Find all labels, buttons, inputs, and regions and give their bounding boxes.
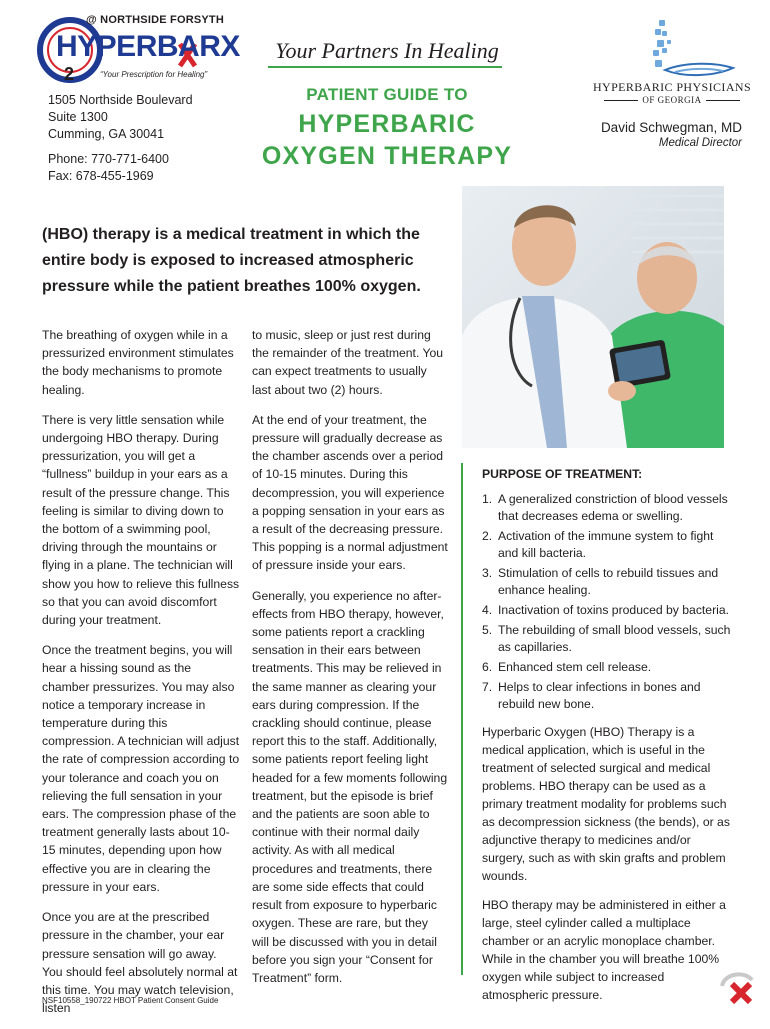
body-column-2: [252, 326, 448, 999]
doctor-name: David Schwegman, MD: [600, 120, 742, 135]
list-item: 5. The rebuilding of small blood vessels, such as capillaries.: [482, 623, 731, 654]
address-block: [48, 92, 258, 185]
paragraph: Once the treatment begins, you will hear a hissing sound as the chamber pressurizes. You may also notice a temporary increase in temperature during this compression. A technician will adjust the rate of compression according to your tolerance and coach you on relieving the full sensation in your ears. The compression phase of the treatment generally lasts about 10-15 minutes, depending upon how effective you are in clearing the pressure in your ears.: [42, 643, 240, 894]
phone-number: Phone: 770-771-6400: [48, 152, 169, 166]
doctor-role: Medical Director: [658, 137, 742, 149]
svg-text:2: 2: [64, 64, 75, 84]
intro-heading: (HBO) therapy is a medical treatment in which the entire body is exposed to increased atmospheric pressure while the patient breathes 100% oxygen.: [42, 226, 421, 295]
fax-number: Fax: 678-455-1969: [48, 169, 154, 183]
suite: Suite 1300: [48, 110, 108, 124]
footer-document-code: NSF10558_190722 HBOT Patient Consent Guide: [42, 996, 219, 1005]
purpose-section: [482, 466, 732, 1015]
chamber-description: HBO therapy may be administered in either a large, steel cylinder called a multiplace chamber or an acrylic monoplace chamber. While in the chamber you will breathe 100% oxygen while subject to increased atmospheric pressure.: [482, 898, 726, 1002]
paragraph: Generally, you experience no after-effects from HBO therapy, however, some patients report a crackling sensation in their ears between treatments. This may be relieved in the same manner as clearing your ears during compression. If the crackling should continue, please report this to the staff. Additionally, some patients report feeling light headed for a few moments following treatment, but the episode is brief and the patients are soon able to continue with their normal daily activity. As with all medical procedures and treatments, there are some side effects that could result from exposure to hyperbaric oxygen. These are rare, but they will be discussed with you in detail before you sign your “Consent for Treatment” form.: [252, 588, 448, 985]
doctor-patient-photo: [462, 186, 724, 448]
column-divider: [461, 463, 463, 975]
hyperbaric-physicians-logo: [605, 18, 745, 88]
paragraph: Once you are at the prescribed pressure in the chamber, your ear pressure sensation will go away. You should feel absolutely normal at this time. You may watch television, listen: [42, 910, 238, 1016]
hyperbarx-logo: [30, 14, 270, 86]
page-title: [252, 108, 522, 172]
list-item: 3. Stimulation of cells to rebuild tissues and enhance healing.: [482, 566, 719, 597]
list-item: 7. Helps to clear infections in bones and rebuild new bone.: [482, 680, 701, 711]
bubbles-icon: [605, 18, 745, 80]
paragraph: The breathing of oxygen while in a pressurized environment stimulates the body mechanisms to promote healing.: [42, 328, 234, 397]
divider-right: [706, 100, 740, 101]
list-item: 2. Activation of the immune system to fight and kill bacteria.: [482, 529, 714, 560]
paragraph: to music, sleep or just rest during the remainder of the treatment. You can expect treatments to usually last about two (2) hours.: [252, 328, 444, 397]
body-column-1: [42, 326, 240, 1029]
divider-left: [604, 100, 638, 101]
paragraph: There is very little sensation while undergoing HBO therapy. During pressurization, you will get a “fullness” buildup in your ears as a result of the pressure change. This feeling is similar to diving down to the bottom of a swimming pool, driving through the mountains or flying in a plane. The technician will show you how to relieve this fullness so that you can avoid discomfort during your treatment.: [42, 412, 240, 628]
title-line-2: OXYGEN THERAPY: [261, 142, 513, 170]
guide-subtitle: PATIENT GUIDE TO: [306, 85, 468, 104]
practice-subtitle: [592, 95, 752, 105]
purpose-list: [482, 491, 732, 713]
partners-slogan: Your Partners In Healing: [275, 38, 499, 63]
list-item: 1. A generalized constriction of blood vessels that decreases edema or swelling.: [482, 492, 728, 523]
hyperbarx-mark-icon: [718, 966, 758, 1006]
hyperbarx-wordmark: HYPERBARX: [56, 30, 240, 63]
practice-name: HYPERBARIC PHYSICIANS: [592, 80, 752, 94]
slogan-underline: [268, 66, 502, 68]
street-address: 1505 Northside Boulevard: [48, 93, 193, 107]
paragraph: At the end of your treatment, the pressure will gradually decrease as the chamber ascends over a period of 10-15 minutes. During this decompression, you will experience a popping sensation in your ears as a result of the decreasing pressure. This popping is a normal adjustment of pressure inside your ears.: [252, 412, 448, 573]
logo-tagline: “Your Prescription for Healing”: [100, 70, 208, 79]
list-item: 6. Enhanced stem cell release.: [482, 660, 652, 674]
list-item: 4. Inactivation of toxins produced by bacteria.: [482, 603, 730, 617]
practice-subtitle-text: OF GEORGIA: [642, 95, 702, 105]
hbo-description: Hyperbaric Oxygen (HBO) Therapy is a medical application, which is useful in the treatment of selected surgical and medical problems. HBO therapy can be used as a primary treatment modality for problems such as decompression sickness (the bends), or as adjunctive therapy to medicines and/or surgery, such as with skin grafts and problem wounds.: [482, 725, 730, 883]
northside-forsyth-label: @ NORTHSIDE FORSYTH: [86, 14, 224, 26]
purpose-heading: PURPOSE OF TREATMENT:: [482, 467, 643, 481]
city-state-zip: Cumming, GA 30041: [48, 127, 165, 141]
title-line-1: HYPERBARIC: [298, 110, 476, 138]
